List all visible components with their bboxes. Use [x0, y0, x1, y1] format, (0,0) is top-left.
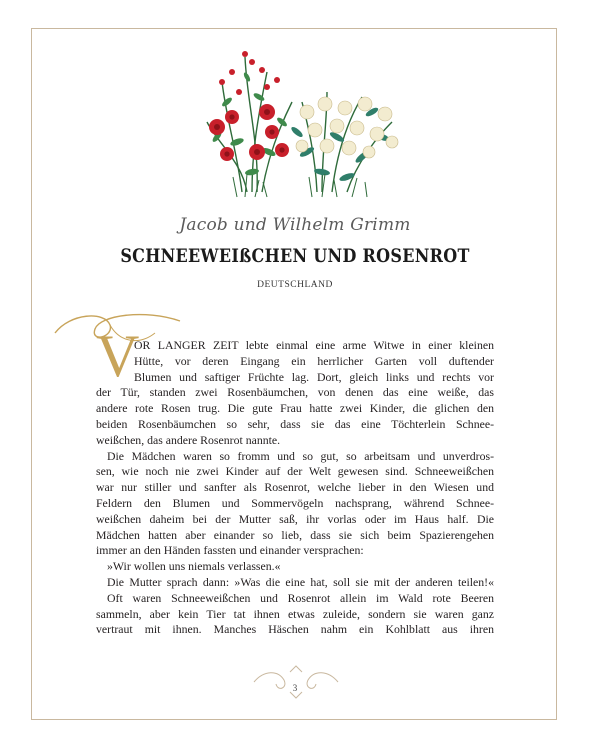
text-line: Die Mädchen waren so fromm und so gut, so arbeitsam und unverdros- [107, 448, 494, 463]
text-line: Die Mutter sprach dann: »Was die eine hat, soll sie mit der anderen teilen!« [107, 574, 494, 589]
text-line: der Tür, standen zwei Rosenbäumchen, von denen das eine weiße, das [96, 385, 494, 400]
text-line: Mädchen hatten aber einander so lieb, dass sie sich beim Spazierengehen [96, 527, 494, 542]
text-line: weißchen daheim bei der Mutter saß, ihr vorlas oder im Haus half. Die [96, 511, 494, 526]
text-line: Hütte, vor deren Eingang ein herrlicher Garten voll duftender [134, 353, 494, 368]
author-line: Jacob und Wilhelm Grimm [179, 215, 411, 235]
roses-illustration [197, 42, 407, 202]
text-line: war nur stiller und sanfter als Rosenrot, welche lieber in den Wiesen und [96, 480, 494, 495]
text-line: immer an den Händen fassten und einander versprachen: [96, 543, 364, 558]
drop-cap-letter: V [96, 323, 140, 389]
page-number: 3 [292, 683, 298, 693]
text-line: weißchen, das andere Rosenrot nannte. [96, 432, 281, 447]
text-line: vertraut mit ihnen. Manches Häschen nahm ein Kohlblatt aus ihren [96, 622, 494, 637]
text-line: »Wir wollen uns niemals verlassen.« [107, 559, 281, 574]
page-ornament [250, 664, 342, 700]
text-line: sen, wie noch nie zwei Kinder auf der Welt gewesen sind. Schneeweißchen [96, 464, 494, 479]
text-line: Blumen und saftiger Früchte lag. Dort, gleich links und rechts vor [134, 369, 494, 384]
text-line: Oft waren Schneeweißchen und Rosenrot allein im Wald rote Beeren [107, 590, 494, 605]
text-line: OR LANGER ZEIT lebte einmal eine arme Witwe in einer kleinen [134, 338, 494, 352]
text-line: sammeln, aber kein Tier tat ihnen etwas zuleide, sondern sie waren ganz [96, 606, 494, 621]
text-line: beiden Rosenbäumchen so sehr, dass sie das eine Töchterlein Schnee- [96, 416, 494, 431]
story-text [96, 338, 494, 638]
story-title: SCHNEEWEIßCHEN UND ROSENROT [120, 244, 470, 267]
text-line: Feldern den Blumen und Sommervögeln nachsprang, während Schnee- [96, 495, 494, 510]
text-line: andere rote Rosen trug. Die gute Frau hatte zwei Kinder, die glichen den [96, 401, 494, 416]
story-origin: DEUTSCHLAND [257, 280, 333, 290]
